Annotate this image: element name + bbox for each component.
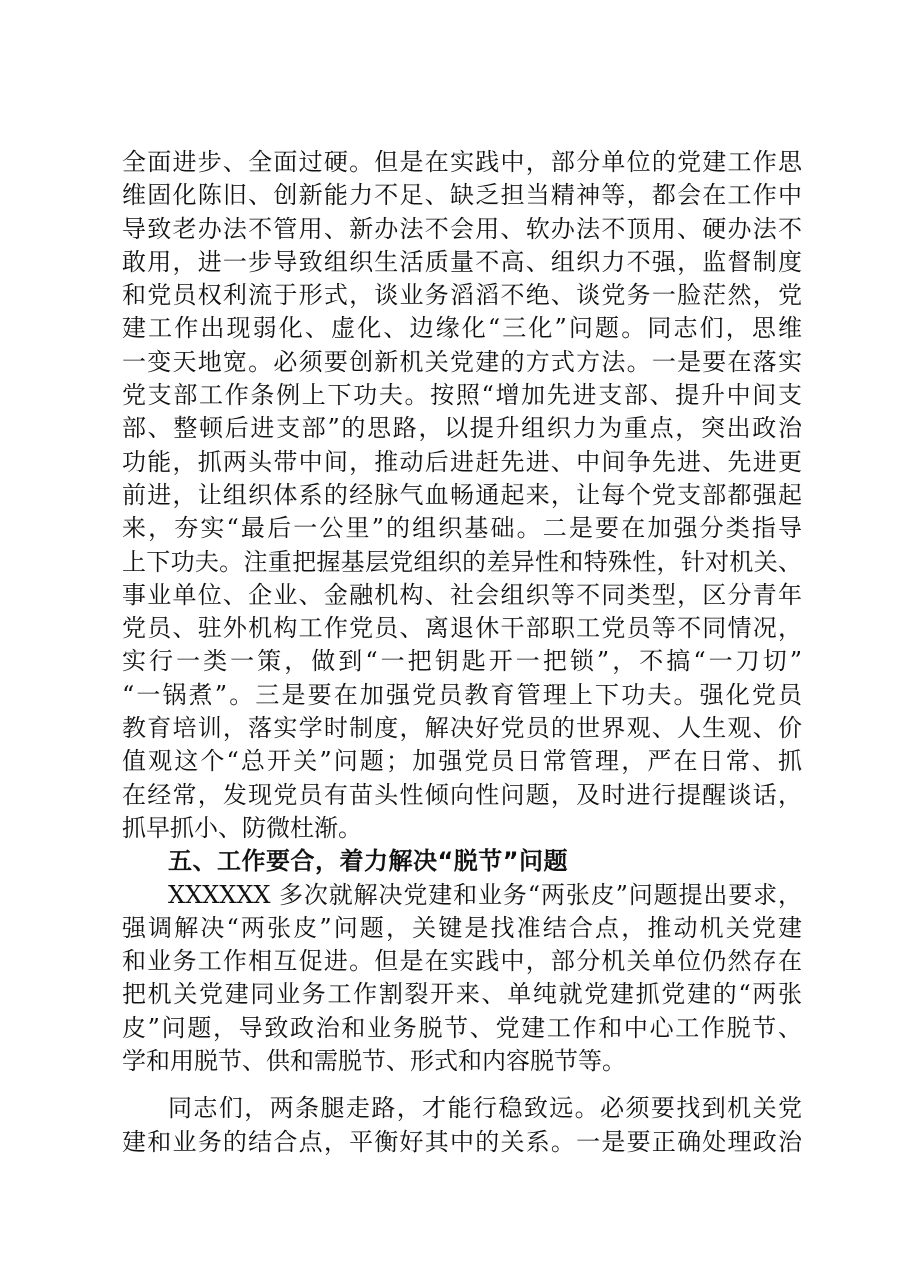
paragraph-1 — [122, 146, 802, 845]
text-line: 皮”问题，导致政治和业务脱节、党建工作和中心工作脱节、 — [122, 1013, 802, 1042]
text-line: 在经常，发现党员有苗头性倾向性问题，及时进行提醒谈话， — [122, 780, 802, 809]
text-line: 事业单位、企业、金融机构、社会组织等不同类型，区分青年 — [122, 580, 802, 609]
text-line: 学和用脱节、供和需脱节、形式和内容脱节等。 — [122, 1047, 626, 1076]
text-line: 全面进步、全面过硬。但是在实践中，部分单位的党建工作思 — [122, 148, 802, 176]
text-line: 来，夯实“最后一公里”的组织基础。二是要在加强分类指导 — [122, 514, 802, 543]
document-body — [122, 146, 802, 1159]
text-line: 教育培训，落实学时制度，解决好党员的世界观、人生观、价 — [122, 714, 802, 743]
text-line: 实行一类一策，做到“一把钥匙开一把锁”，不搞“一刀切” — [122, 647, 802, 676]
paragraph-3 — [122, 1092, 802, 1159]
text-line: 部、整顿后进支部”的思路，以提升组织力为重点，突出政治 — [122, 414, 802, 443]
text-line: 建工作出现弱化、虚化、边缘化“三化”问题。同志们，思维 — [122, 314, 802, 343]
text-line: 导致老办法不管用、新办法不会用、软办法不顶用、硬办法不 — [122, 214, 802, 243]
text-line: 建和业务的结合点，平衡好其中的关系。一是要正确处理政治 — [122, 1127, 802, 1156]
text-line: 敢用，进一步导致组织生活质量不高、组织力不强，监督制度 — [122, 247, 802, 276]
text-line: “一锅煮”。三是要在加强党员教育管理上下功夫。强化党员 — [122, 680, 802, 709]
text-line: 抓早抓小、防微杜渐。 — [122, 813, 362, 842]
text-line: 党员、驻外机构工作党员、离退休干部职工党员等不同情况， — [122, 614, 802, 643]
text-line: 前进，让组织体系的经脉气血畅通起来，让每个党支部都强起 — [122, 480, 802, 509]
text-line: 和党员权利流于形式，谈业务滔滔不绝、谈党务一脸茫然，党 — [122, 281, 802, 310]
text-line: 维固化陈旧、创新能力不足、缺乏担当精神等，都会在工作中 — [122, 181, 802, 210]
section-heading: 五、工作要合，着力解决“脱节”问题 — [168, 847, 569, 876]
text-line: 强调解决“两张皮”问题，关键是找准结合点，推动机关党建 — [122, 913, 802, 942]
text-line: 值观这个“总开关”问题；加强党员日常管理，严在日常、抓 — [122, 747, 802, 776]
text-line: 同志们，两条腿走路，才能行稳致远。必须要找到机关党 — [168, 1094, 802, 1123]
text-line: 党支部工作条例上下功夫。按照“增加先进支部、提升中间支 — [122, 381, 802, 410]
paragraph-2 — [122, 879, 802, 1079]
text-line: 一变天地宽。必须要创新机关党建的方式方法。一是要在落实 — [122, 347, 802, 376]
text-line: 把机关党建同业务工作割裂开来、单纯就党建抓党建的“两张 — [122, 980, 802, 1009]
paragraph-gap — [122, 1078, 802, 1092]
text-line: XXXXXX 多次就解决党建和业务“两张皮”问题提出要求， — [168, 880, 802, 909]
text-line: 功能，抓两头带中间，推动后进赶先进、中间争先进、先进更 — [122, 447, 802, 476]
text-line: 和业务工作相互促进。但是在实践中，部分机关单位仍然存在 — [122, 947, 802, 976]
text-line: 上下功夫。注重把握基层党组织的差异性和特殊性，针对机关、 — [122, 547, 802, 576]
